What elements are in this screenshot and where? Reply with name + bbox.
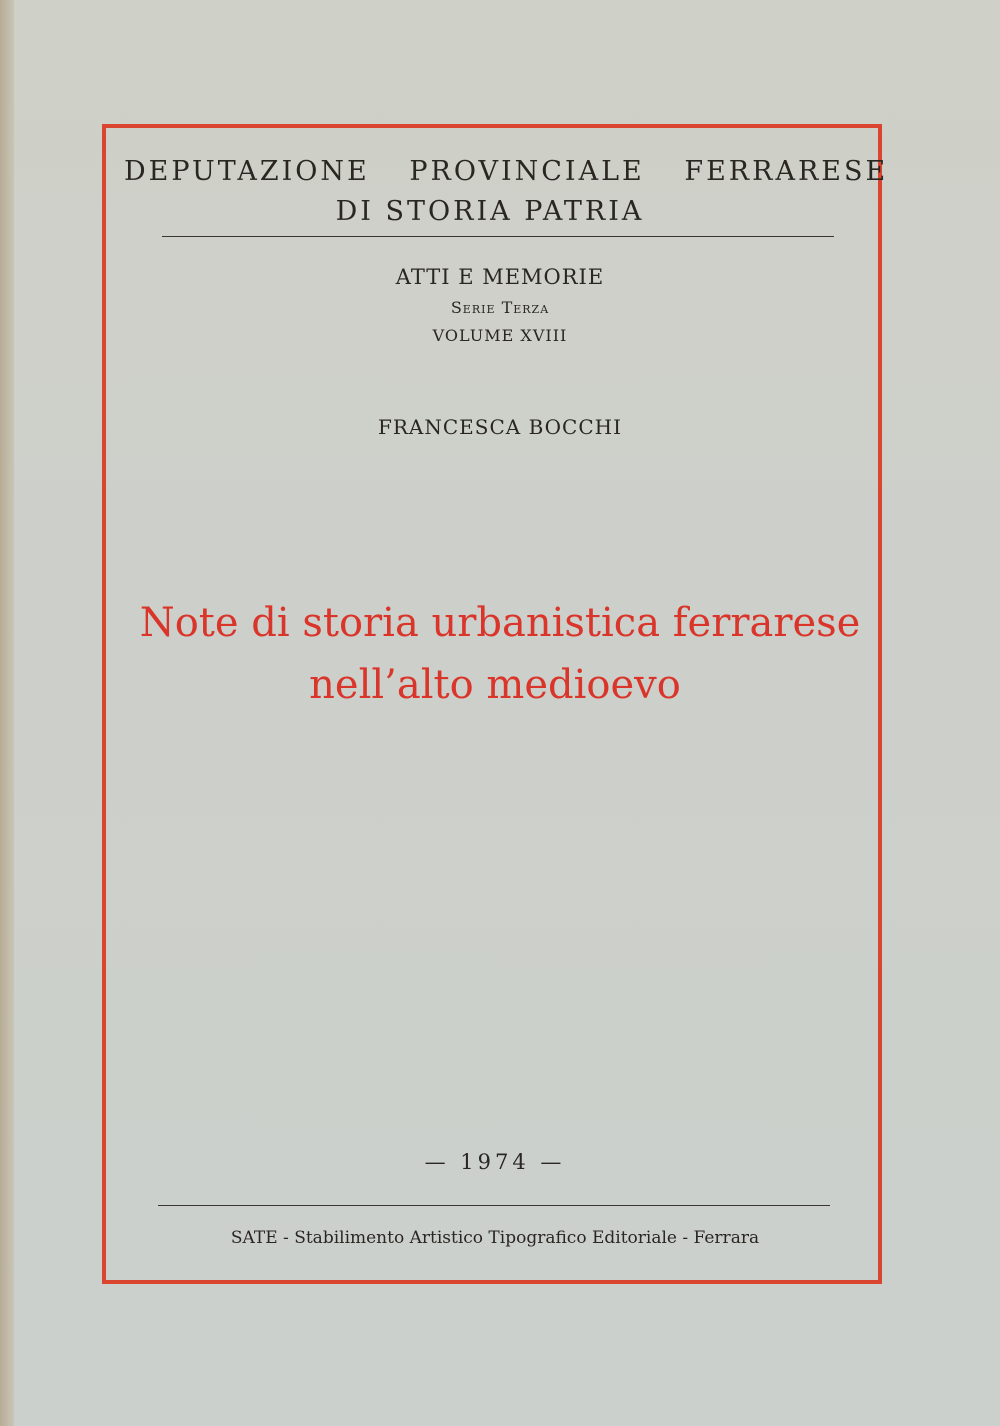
bottom-divider	[158, 1205, 830, 1206]
author-name: FRANCESCA BOCCHI	[378, 415, 622, 439]
institution-line-2: DI STORIA PATRIA	[335, 196, 645, 227]
series-subtitle: Serie Terza	[450, 298, 550, 317]
publication-year: — 1974 —	[424, 1150, 566, 1174]
institution-word: DEPUTAZIONE	[124, 156, 370, 187]
publisher-line: SATE - Stabilimento Artistico Tipografico Editoriale - Ferrara	[230, 1228, 760, 1248]
book-title-line-1: Note di storia urbanistica ferrarese	[139, 600, 861, 646]
institution-word: PROVINCIALE	[409, 156, 645, 187]
institution-line-1	[110, 156, 890, 187]
book-title-line-2: nell’alto medioevo	[309, 662, 681, 708]
volume-number: VOLUME XVIII	[432, 326, 568, 345]
series-title: ATTI E MEMORIE	[395, 265, 605, 289]
top-divider	[162, 236, 834, 237]
institution-word: FERRARESE	[684, 156, 889, 187]
